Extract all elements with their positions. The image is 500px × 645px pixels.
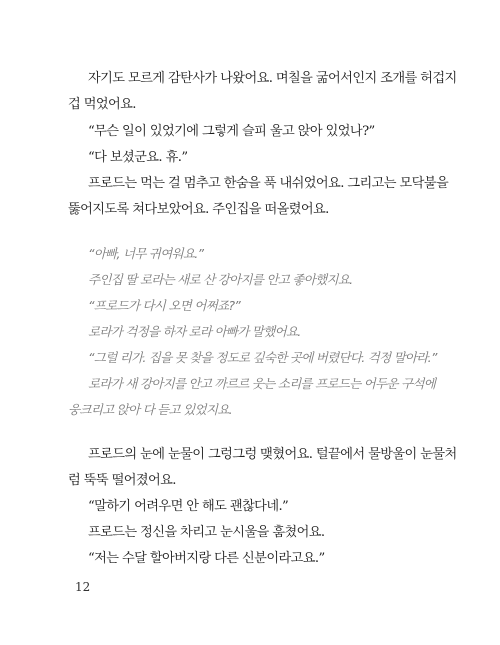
text-line: 럼 뚝뚝 떨어졌어요. <box>68 473 176 488</box>
flashback-line: 로라가 새 강아지를 안고 까르르 웃는 소리를 프로드는 어두운 구석에 <box>88 376 436 391</box>
text-line: “저는 수달 할아버지랑 다른 신분이라고요.” <box>88 551 325 566</box>
flashback-line: “아빠, 너무 귀여워요.” <box>88 246 204 261</box>
text-line: 자기도 모르게 감탄사가 나왔어요. 며칠을 굶어서인지 조개를 허겁지 <box>88 71 457 86</box>
page-number: 12 <box>75 580 91 594</box>
flashback-line: “그럴 리가. 집을 못 찾을 정도로 깊숙한 곳에 버렸단다. 걱정 말아라.” <box>88 350 437 365</box>
text-line: 프로드는 정신을 차리고 눈시울을 훔쳤어요. <box>88 525 325 540</box>
text-line: “말하기 어려우면 안 해도 괜찮다네.” <box>88 499 289 514</box>
flashback-line: 웅크리고 앉아 다 듣고 있었지요. <box>68 402 232 417</box>
text-line: 겁 먹었어요. <box>68 97 136 112</box>
text-line: 뚫어지도록 쳐다보았어요. 주인집을 떠올렸어요. <box>68 202 329 217</box>
text-line: “다 보셨군요. 휴.” <box>88 150 188 165</box>
text-line: 프로드의 눈에 눈물이 그렁그렁 맺혔어요. 털끝에서 물방울이 눈물처 <box>88 447 457 462</box>
flashback-line: 주인집 딸 로라는 새로 산 강아지를 안고 좋아했지요. <box>88 272 353 287</box>
text-line: 프로드는 먹는 걸 멈추고 한숨을 푹 내쉬었어요. 그리고는 모닥불을 <box>88 176 449 191</box>
flashback-line: “프로드가 다시 오면 어쩌죠?” <box>88 298 240 313</box>
flashback-line: 로라가 걱정을 하자 로라 아빠가 말했어요. <box>88 324 301 339</box>
text-line: “무슨 일이 있었기에 그렇게 슬피 울고 앉아 있었나?” <box>88 124 375 139</box>
